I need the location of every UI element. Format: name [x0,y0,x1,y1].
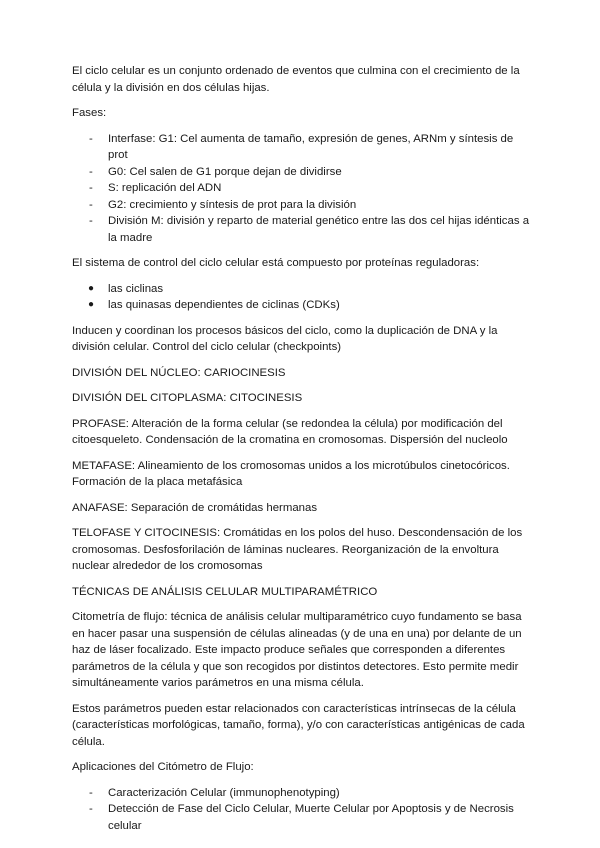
bullet-marker: ● [88,299,95,310]
list-item: - Caracterización Celular (immunophenotyping) [72,785,534,802]
techniques-heading: TÉCNICAS DE ANÁLISIS CELULAR MULTIPARAMÉTRICO [72,585,378,598]
dash-marker: - [89,786,93,799]
dash-marker: - [89,165,93,178]
applications-list [72,785,534,835]
list-item: ● las ciclinas [72,281,534,298]
phases-list [72,131,534,247]
list-item: - División M: división y reparto de material genético entre las dos cel hijas idénticas a la madre [89,215,530,244]
dash-marker: - [89,132,93,145]
flow-cytometry-paragraph: Citometría de flujo: técnica de análisis celular multiparamétrico cuyo fundamento se basa en hacer pasar una suspensión de células alineadas (y de una en una) por delante de un haz de láser focalizado. Este impacto produce señales que corresponden a diferentes parámetros de la célula y que son recogidos por distintos detectores. Esto permite medir simultáneamente varios parámetros en una misma célula. [72,611,522,689]
list-item: - Detección de Fase del Ciclo Celular, Muerte Celular por Apoptosis y de Necrosis celular [89,803,514,832]
control-paragraph: El sistema de control del ciclo celular está compuesto por proteínas reguladoras: [72,257,480,269]
profase-paragraph: PROFASE: Alteración de la forma celular (se redondea la célula) por modificación del citoesqueleto. Condensación de la cromatina en cromosomas. Dispersión del nucleolo [72,417,508,446]
dash-marker: - [89,198,93,211]
applications-title: Aplicaciones del Citómetro de Flujo: [72,761,254,773]
bullet-marker: ● [88,282,95,294]
document-page [72,63,534,843]
list-item: - G0: Cel salen de G1 porque dejan de dividirse [72,164,534,181]
list-item: - Interfase: G1: Cel aumenta de tamaño, expresión de genes, ARNm y síntesis de prot [89,132,514,161]
phases-title: Fases: [72,107,107,119]
cytoplasm-division-heading: DIVISIÓN DEL CITOPLASMA: CITOCINESIS [72,392,303,404]
checkpoint-paragraph: Inducen y coordinan los procesos básicos del ciclo, como la duplicación de DNA y la división celular. Control del ciclo celular (checkpoints) [72,324,498,353]
list-item: ● las quinasas dependientes de ciclinas (CDKs) [72,297,534,314]
parameters-paragraph: Estos parámetros pueden estar relacionados con características intrínsecas de la célula (características morfológicas, tamaño, forma), y/o con características antigénicas de cada célula. [72,702,525,748]
list-item: - G2: crecimiento y síntesis de prot para la división [72,197,534,214]
nucleus-division-heading: DIVISIÓN DEL NÚCLEO: CARIOCINESIS [72,366,286,379]
anafase-paragraph: ANAFASE: Separación de cromátidas hermanas [72,501,318,514]
telofase-paragraph: TELOFASE Y CITOCINESIS: Cromátidas en los polos del huso. Descondensación de los cromosomas. Desfosforilación de láminas nucleares. Reorganización de la envoltura nuclear alrededor de los cromosomas [72,527,523,572]
dash-marker: - [89,215,93,227]
intro-paragraph: El ciclo celular es un conjunto ordenado de eventos que culmina con el crecimiento de la célula y la división en dos células hijas. [72,65,520,94]
list-item: - S: replicación del ADN [72,180,534,197]
dash-marker: - [89,803,93,815]
metafase-paragraph: METAFASE: Alineamiento de los cromosomas unidos a los microtúbulos cinetocóricos. Formación de la placa metafásica [72,459,510,488]
regulators-list [72,281,534,314]
dash-marker: - [89,182,93,194]
